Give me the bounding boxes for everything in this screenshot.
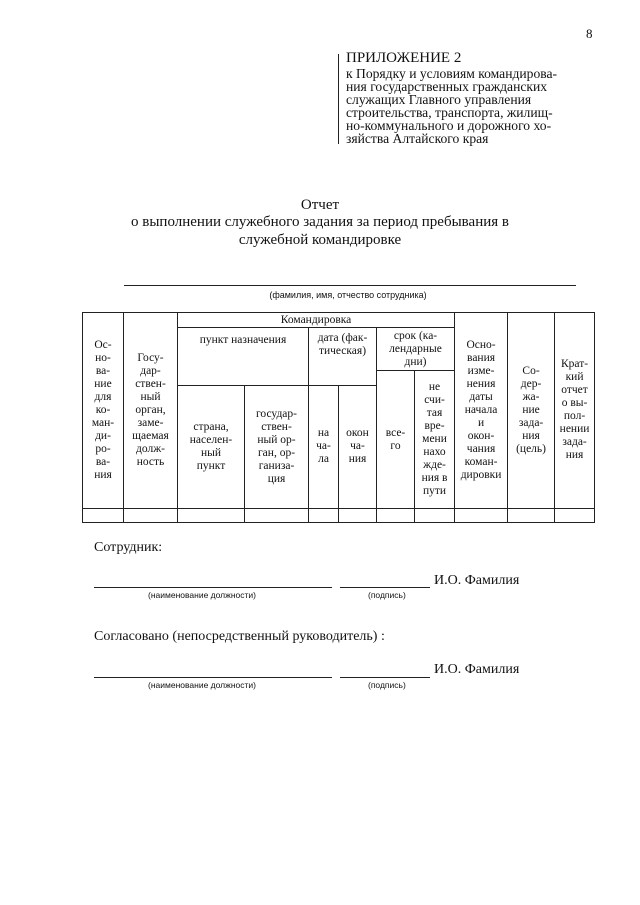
employee-label: Сотрудник:	[94, 540, 163, 555]
header-dates: дата (фак- тическая)	[309, 328, 377, 385]
table-cell[interactable]	[455, 508, 508, 522]
table-cell[interactable]	[377, 508, 415, 522]
appendix-line: к Порядку и условиям командирова-	[346, 66, 558, 81]
table-cell[interactable]	[555, 508, 595, 522]
report-subtitle: служебной командировке	[238, 232, 402, 248]
appendix-line: зяйства Алтайского края	[346, 131, 489, 146]
employee-position-field[interactable]	[94, 587, 332, 588]
appendix-title: ПРИЛОЖЕНИЕ 2	[346, 50, 462, 66]
table-cell[interactable]	[309, 508, 339, 522]
header-term: срок (ка- лендарные дни)	[377, 328, 455, 371]
fio-field-line[interactable]	[124, 285, 576, 286]
table-cell[interactable]	[415, 508, 455, 522]
header-total: все- го	[377, 371, 415, 508]
table-cell[interactable]	[245, 508, 309, 522]
manager-signature-caption: (подпись)	[368, 680, 406, 690]
appendix-line: ния государственных гражданских	[346, 79, 548, 94]
employee-signature-field[interactable]	[340, 587, 430, 588]
header-brief-report: Крат- кий отчет о вы- пол- нении зада- ния	[555, 313, 595, 509]
table-cell[interactable]	[339, 508, 377, 522]
appendix-rule	[338, 54, 339, 144]
report-subtitle: о выполнении служебного задания за период пребывания в	[131, 214, 509, 230]
table-cell[interactable]	[83, 508, 124, 522]
appendix-line: но-коммунального и дорожного хо-	[346, 118, 552, 133]
header-date-end: окон ча- ния	[339, 385, 377, 508]
table-cell[interactable]	[508, 508, 555, 522]
agreed-label: Согласовано (непосредственный руководитель) :	[94, 629, 385, 644]
header-destination: пункт назначения	[178, 328, 309, 385]
manager-position-field[interactable]	[94, 677, 332, 678]
table-row	[83, 508, 595, 522]
header-country: страна, населен- ный пункт	[178, 385, 245, 508]
appendix-line: строительства, транспорта, жилищ-	[346, 105, 553, 120]
header-task-content: Со- дер- жа- ние зада- ния (цель)	[508, 313, 555, 509]
manager-signature-field[interactable]	[340, 677, 430, 678]
table-cell[interactable]	[178, 508, 245, 522]
manager-position-caption: (наименование должности)	[148, 680, 256, 690]
header-date-start: на ча- ла	[309, 385, 339, 508]
employee-signature-caption: (подпись)	[368, 590, 406, 600]
manager-name: И.О. Фамилия	[434, 662, 520, 677]
header-position: Госу- дар- ствен- ный орган, заме- щаемая долж- ность	[124, 313, 178, 509]
header-gov-body: государ- ствен- ный ор- ган, ор- ганиза- ция	[245, 385, 309, 508]
header-trip: Командировка	[178, 313, 455, 328]
fio-caption: (фамилия, имя, отчество сотрудника)	[269, 290, 427, 300]
employee-name: И.О. Фамилия	[434, 573, 520, 588]
table-cell[interactable]	[124, 508, 178, 522]
report-title: Отчет	[300, 197, 340, 213]
report-table	[82, 312, 595, 523]
header-not-counting: не счи- тая вре- мени нахо жде- ния в пути	[415, 371, 455, 508]
page-number: 8	[586, 26, 593, 41]
appendix-line: служащих Главного управления	[346, 92, 532, 107]
employee-position-caption: (наименование должности)	[148, 590, 256, 600]
header-basis: Ос- но- ва- ние для ко- ман- ди- ро- ва- ния	[83, 313, 124, 509]
header-change-basis: Осно- вания изме- нения даты начала и окон- чания коман- дировки	[455, 313, 508, 509]
